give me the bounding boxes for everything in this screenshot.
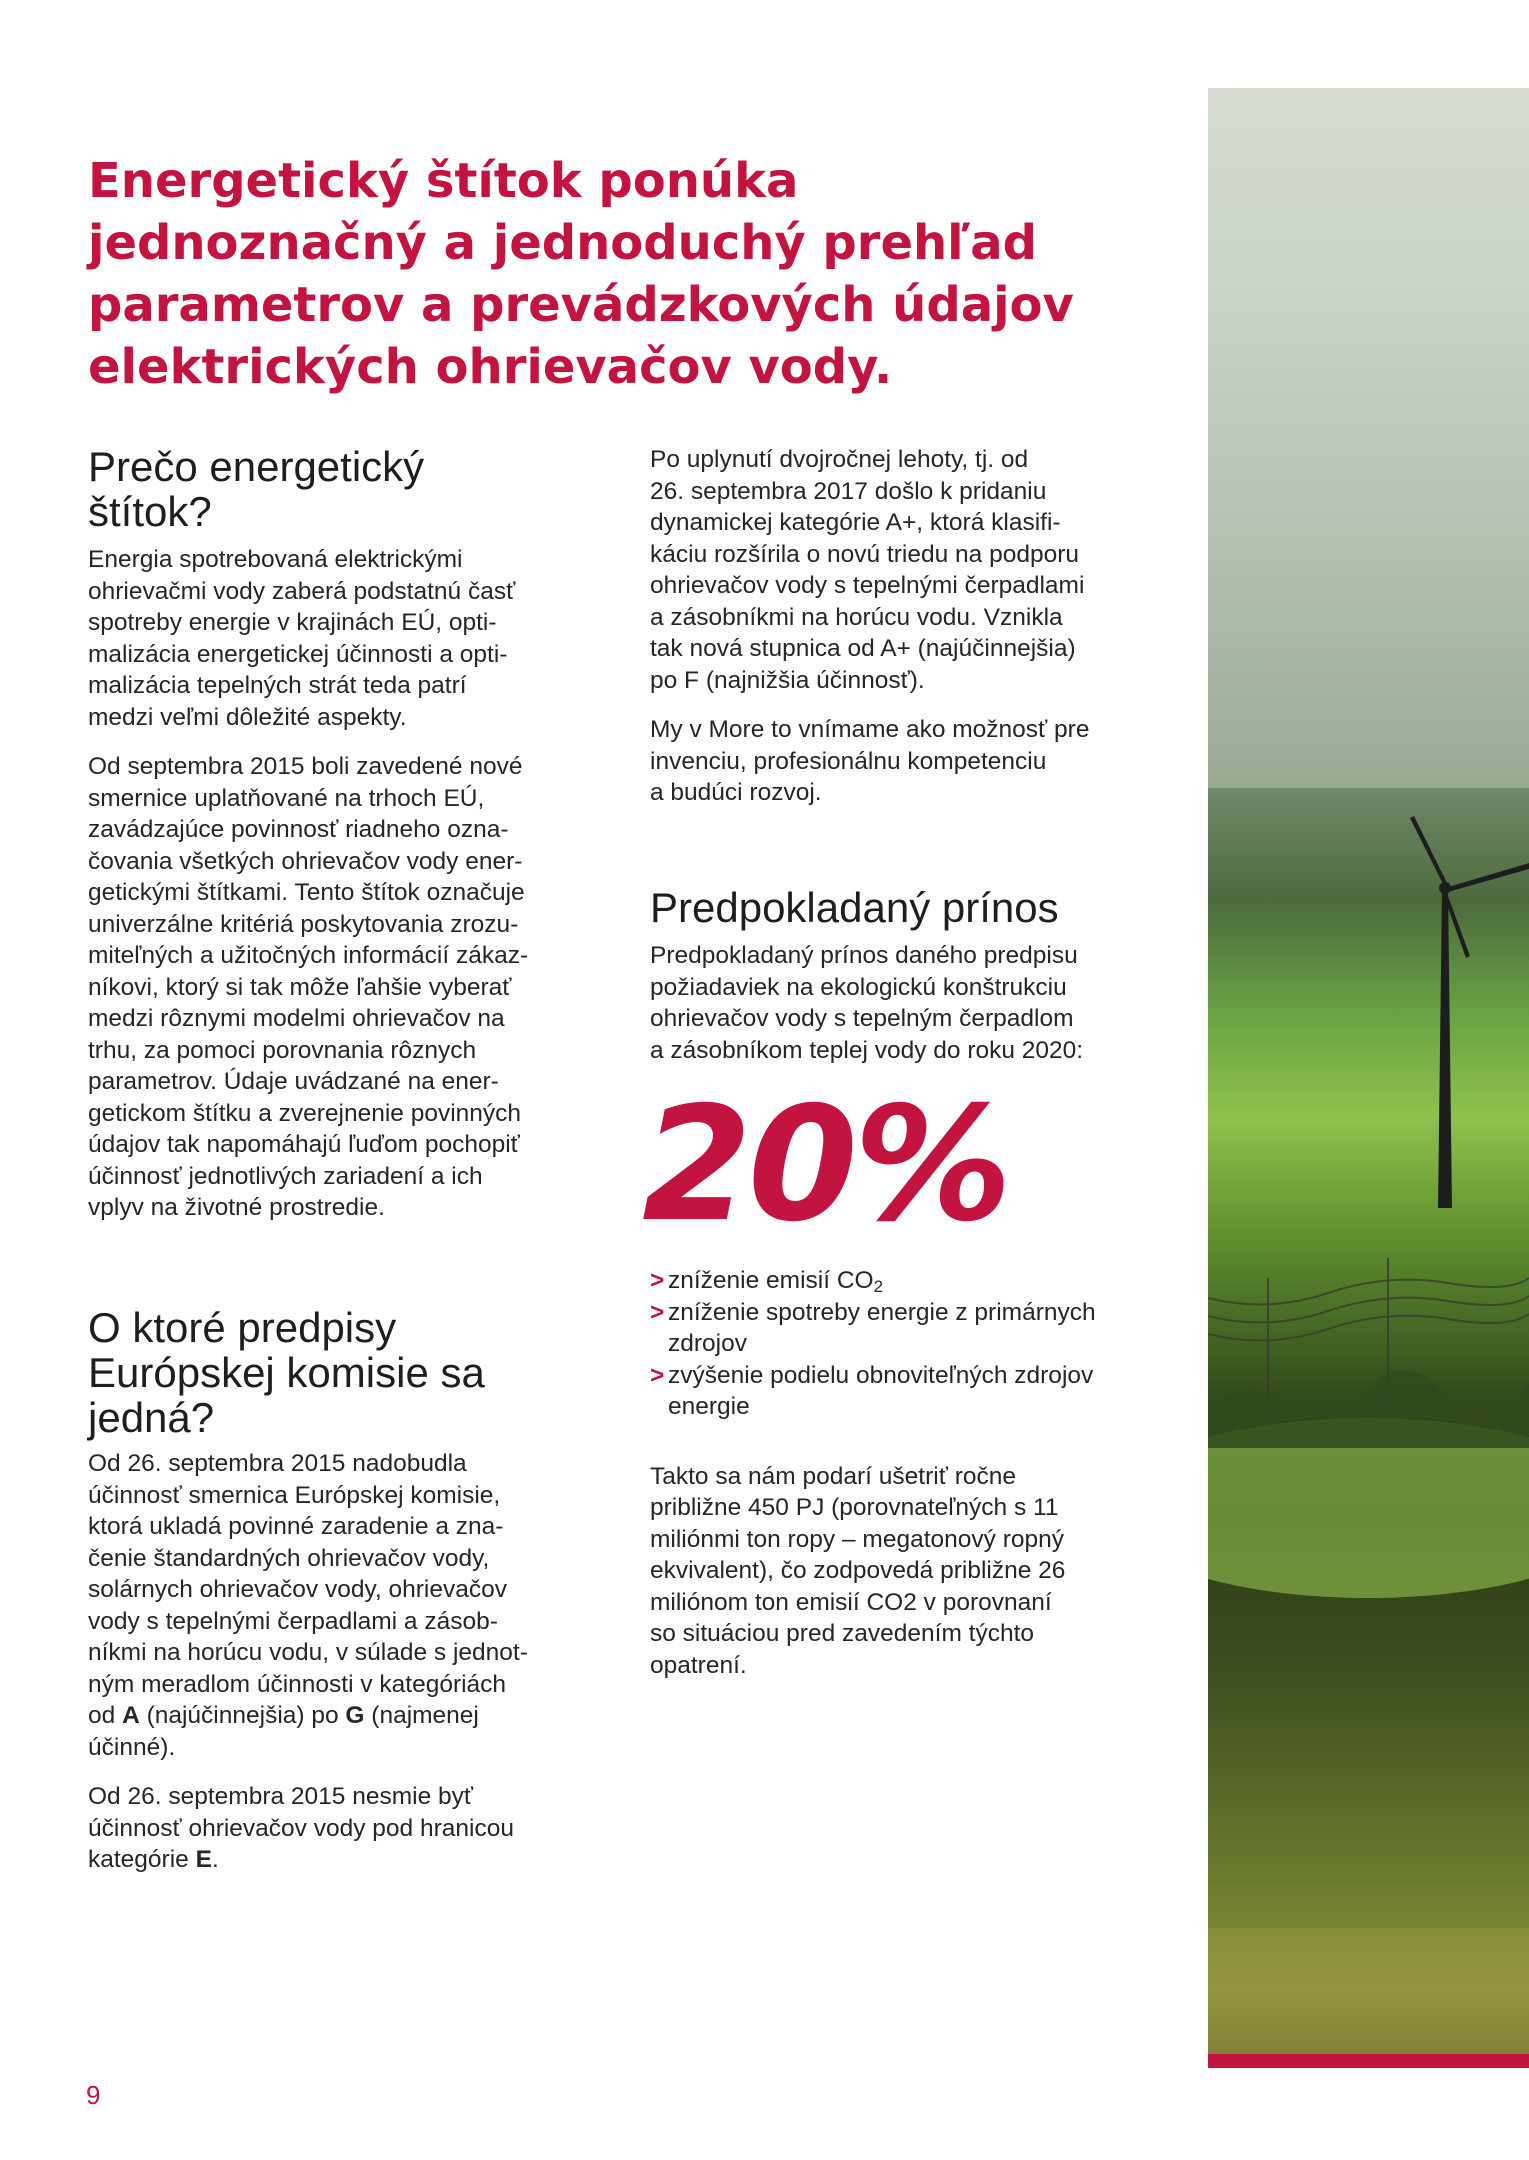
paragraph: Energia spotrebovaná elektrickými ohrievačmi vody zaberá podstatnú časť spotreby energie v krajinách EÚ, opti- malizácia energetickej účinnosti a opti- malizácia tepelných strát teda patrí medzi veľmi dôležité aspekty. — [88, 546, 516, 731]
paragraph: Od septembra 2015 boli zavedené nové smernice uplatňované na trhoch EÚ, zavádzajúce povinnosť riadneho ozna- čovania všetkých ohrievačov vody ener- getickými štítkami. Tento štítok označuje univerzálne kritériá poskytovania zrozu- miteľných a užitočných informácií zákaz- níkovi, ktorý si tak môže ľahšie vyberať medzi rôznymi modelmi ohrievačov na trhu, za pomoci porovnania rôznych parametrov. Údaje uvádzané na ener- getickom štítku a zverejnenie povinných údajov tak napomáhajú ľuďom pochopiť účinnosť jednotlivých zariadení a ich vplyv na životné prostredie. — [88, 753, 529, 1221]
chevron-right-icon: > — [650, 1361, 665, 1389]
chevron-right-icon: > — [650, 1298, 665, 1326]
paragraph: Po uplynutí dvojročnej lehoty, tj. od 26. septembra 2017 došlo k pridaniu dynamickej kategórie A+, ktorá klasifi- káciu rozšírila o novú triedu na podporu ohrievačov vody s tepelnými čerpadlami a zásobníkmi na horúcu vodu. Vznikla tak nová stupnica od A+ (najúčinnejšia) po F (najnižšia účinnosť). — [650, 446, 1085, 694]
benefit-list — [650, 1265, 1190, 1423]
category-e: E — [195, 1846, 212, 1873]
section-preco-stitok — [88, 444, 628, 1224]
headline-line: jednoznačný a jednoduchý prehľad — [88, 215, 1037, 271]
section-title: Prečo energetický štítok? — [88, 443, 425, 535]
wind-turbine-photo — [1208, 88, 1529, 2068]
category-a: A — [122, 1702, 140, 1729]
paragraph: Takto sa nám podarí ušetriť ročne približne 450 PJ (porovnateľných s 11 miliónmi ton ropy – megatonový ropný ekvivalent), čo zodpovedá približne 26 miliónom ton emisií CO2 v porovnaní so situáciou pred zavedením týchto opatrení. — [650, 1462, 1066, 1679]
paragraph: Od 26. septembra 2015 nadobudla účinnosť smernica Európskej komisie, ktorá ukladá povinné zaradenie a zna- čenie štandardných ohrievačov vody, solárnych ohrievačov vody, ohrievačov vody s tepelnými čerpadlami a zásob- níkmi na horúcu vodu, v súlade s jednot- ným meradlom účinnosti v kategóriách od A (najúčinnejšia) po G (najmenej účinné). — [88, 1450, 528, 1761]
list-item: > zvýšenie podielu obnoviteľných zdrojov energie — [650, 1361, 1094, 1420]
section-predpisy — [88, 1305, 628, 1876]
paragraph: Od 26. septembra 2015 nesmie byť účinnosť ohrievačov vody pod hranicou kategórie E. — [88, 1783, 514, 1873]
page-headline — [88, 150, 1088, 398]
accent-bar — [1208, 2054, 1529, 2068]
headline-line: elektrických ohrievačov vody. — [88, 339, 893, 395]
chevron-right-icon: > — [650, 1267, 665, 1294]
paragraph: My v More to vnímame ako možnosť pre invenciu, profesionálnu kompetenciu a budúci rozvoj. — [650, 716, 1090, 806]
benefit-list-section — [650, 1265, 1190, 1681]
section-prinos — [650, 885, 1190, 1066]
section-title: O ktoré predpisy Európskej komisie sa jedná? — [88, 1304, 485, 1441]
section-lehota — [650, 444, 1190, 809]
section-title: Predpokladaný prínos — [650, 884, 1059, 931]
list-item: > zníženie spotreby energie z primárnych zdrojov — [650, 1298, 1096, 1357]
category-g: G — [345, 1702, 365, 1729]
wind-turbine-icon — [1208, 88, 1529, 2068]
list-item: > zníženie emisií $CO_2$ — [650, 1267, 884, 1296]
paragraph: Predpokladaný prínos daného predpisu požiadaviek na ekologickú konštrukciu ohrievačov vody s tepelným čerpadlom a zásobníkom teplej vody do roku 2020: — [650, 942, 1084, 1064]
big-percentage: 20% — [642, 1073, 1009, 1257]
headline-line: parametrov a prevádzkových údajov — [88, 277, 1074, 333]
page-number: 9 — [86, 2080, 101, 2110]
headline-line: Energetický štítok ponúka — [88, 153, 799, 209]
